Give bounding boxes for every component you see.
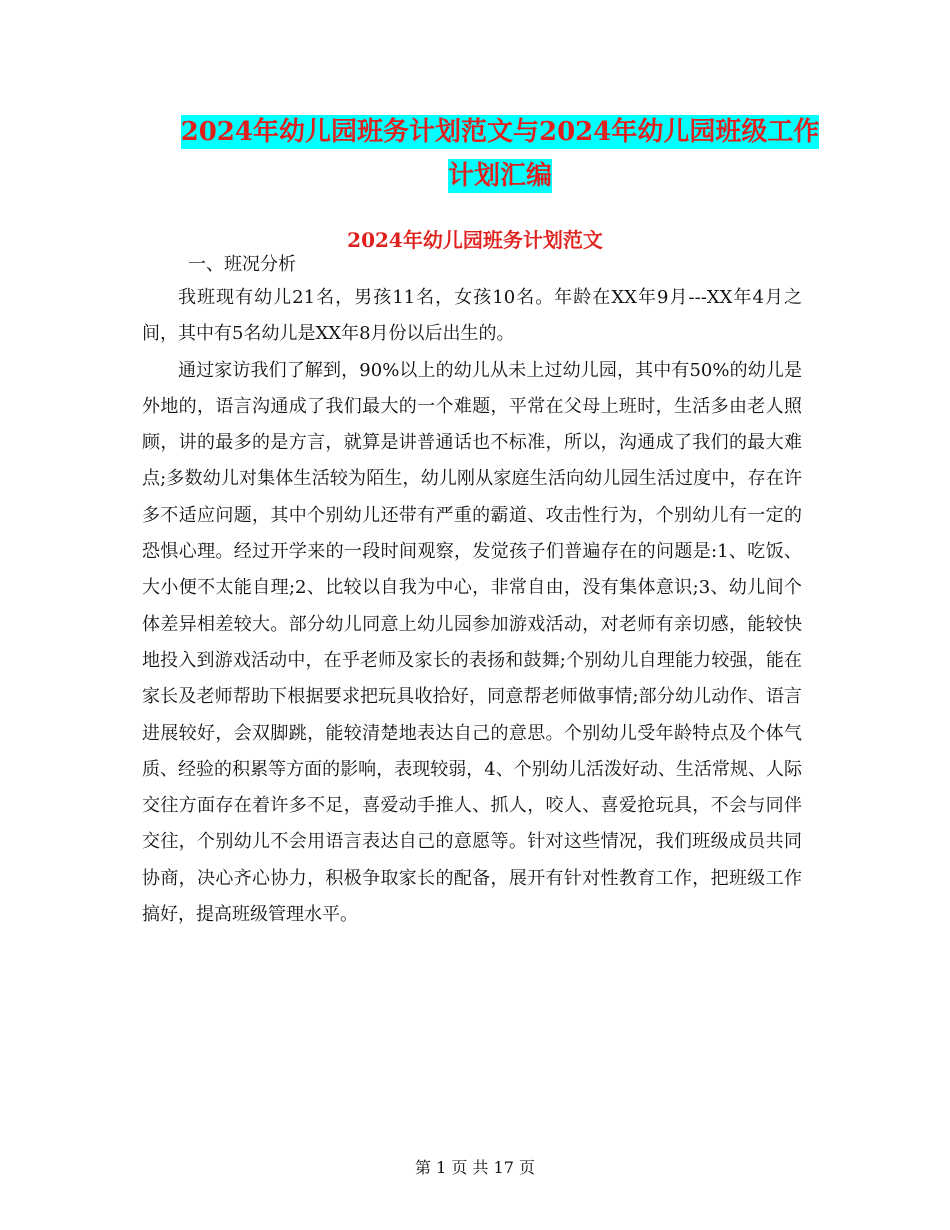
paragraph: 通过家访我们了解到，90%以上的幼儿从未上过幼儿园，其中有50%的幼儿是外地的，语言沟通成了我们最大的一个难题，平常在父母上班时，生活多由老人照顾，讲的最多的是方言，就算是讲普通话也不标准，所以，沟通成了我们的最大难点;多数幼儿对集体生活较为陌生，幼儿刚从家庭生活向幼儿园生活过度中，存在许多不适应问题，其中个别幼儿还带有严重的霸道、攻击性行为，个别幼儿有一定的恐惧心理。经过开学来的一段时间观察，发觉孩子们普遍存在的问题是:1、吃饭、大小便不太能自理;2、比较以自我为中心，非常自由，没有集体意识;3、幼儿间个体差异相差较大。部分幼儿同意上幼儿园参加游戏活动，对老师有亲切感，能较快地投入到游戏活动中，在乎老师及家长的表扬和鼓舞;个别幼儿自理能力较强，能在家长及老师帮助下根据要求把玩具收拾好，同意帮老师做事情;部分幼儿动作、语言进展较好，会双脚跳，能较清楚地表达自己的意思。个别幼儿受年龄特点及个体气质、经验的积累等方面的影响，表现较弱，4、个别幼儿活泼好动、生活常规、人际交往方面存在着许多不足，喜爱动手推人、抓人，咬人、喜爱抢玩具，不会与同伴交往，个别幼儿不会用语言表达自己的意愿等。针对这些情况，我们班级成员共同协商，决心齐心协力，积极争取家长的配备，展开有针对性教育工作，把班级工作搞好，提高班级管理水平。: [142, 359, 802, 926]
paragraph: 我班现有幼儿21名，男孩11名，女孩10名。年龄在XX年9月---XX年4月之间，其中有5名幼儿是XX年8月份以后出生的。: [142, 287, 802, 345]
page-footer: 第 1 页 共 17 页: [415, 1158, 535, 1177]
section-title: 2024年幼儿园班务计划范文: [347, 228, 603, 252]
document-title: [150, 110, 850, 198]
body-text: [142, 280, 802, 933]
document-title-line-2: 计划汇编: [447, 161, 552, 191]
section-heading: 一、班况分析: [188, 254, 296, 275]
document-title-line-1: 2024年幼儿园班务计划范文与2024年幼儿园班级工作: [180, 117, 820, 147]
